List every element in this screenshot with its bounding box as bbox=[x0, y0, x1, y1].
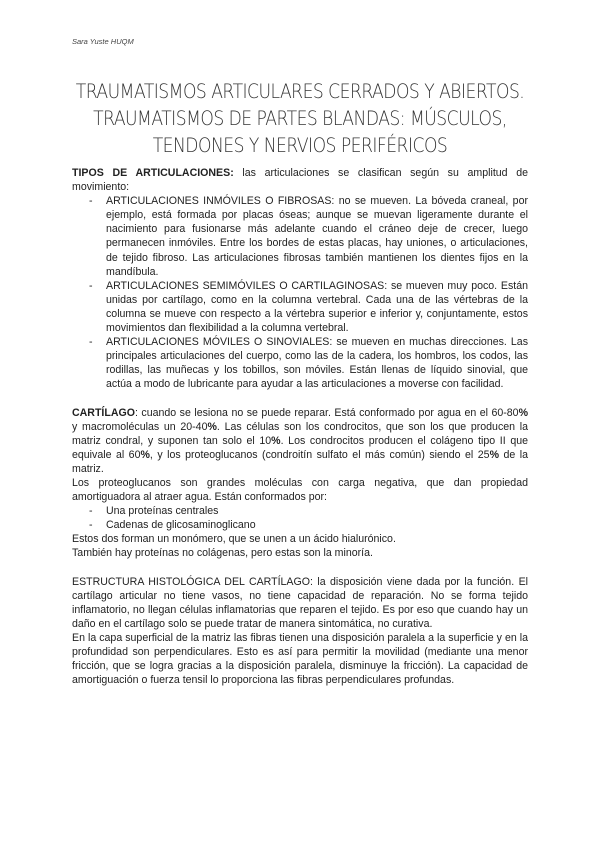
estructura-paragraph: ESTRUCTURA HISTOLÓGICA DEL CARTÍLAGO: la disposición viene dada por la función. El cartílago articular no tiene vasos, no tiene capacidad de reparación. No se forma tejido inflamatorio, no llegan células inflamatorias que reparen el tejido. Es por eso que cuando hay un daño en el cartílago solo se puede tratar de manera sintomática, no curativa. bbox=[72, 575, 528, 630]
list-item: - ARTICULACIONES SEMIMÓVILES O CARTILAGINOSAS: se mueven muy poco. Están unidas por cartílago, como en la columna vertebral. Cada una de las vértebras de la columna se mueve con respecto a la vértebra superior e inferior y, conjuntamente, estos movimientos dan flexibilidad a la columna vertebral. bbox=[72, 279, 528, 335]
tipos-list bbox=[72, 194, 528, 391]
list-item: - Una proteínas centrales bbox=[72, 504, 528, 518]
tipos-intro: las articulaciones se clasifican según su amplitud de movimiento: bbox=[72, 167, 529, 194]
cartilago-heading: CARTÍLAGO bbox=[72, 406, 135, 419]
document-title bbox=[71, 78, 529, 159]
list-item: - ARTICULACIONES INMÓVILES O FIBROSAS: no se mueven. La bóveda craneal, por ejemplo, está formada por placas óseas; aunque se muevan ligeramente durante el nacimiento para fusionarse más adelante cuando el cráneo deje de crecer, luego permanecen inmóviles. Entre los bordes de estas placas, hay uniones, o articulaciones, de tejido fibroso. Las articulaciones fibrosas también mantienen los dientes fijos en la mandíbula. bbox=[72, 194, 528, 279]
title-line-3: TENDONES Y NERVIOS PERIFÉRICOS bbox=[152, 134, 448, 157]
list-item: - Cadenas de glicosaminoglicano bbox=[72, 518, 528, 532]
author-header: Sara Yuste HUQM bbox=[72, 37, 134, 46]
monomero-paragraph: Estos dos forman un monómero, que se unen a un ácido hialurónico. bbox=[72, 533, 396, 546]
document-body bbox=[72, 166, 528, 687]
proteoglucanos-paragraph: Los proteoglucanos son grandes moléculas con carga negativa, que dan propiedad amortiguadora al atraer agua. Están conformados por: bbox=[72, 476, 528, 504]
cartilago-paragraph: CARTÍLAGO: cuando se lesiona no se puede reparar. Está conformado por agua en el 60-80% y macromoléculas un 20-40%. Las células son los condrocitos, que son los que producen la matriz condral, y suponen tan solo el 10%. Los condrocitos producen el colágeno tipo II que equivale al 60%, y los proteoglucanos (condroitín sulfato el más común) siendo el 25% de la matriz. bbox=[72, 406, 529, 475]
tipos-paragraph bbox=[72, 166, 528, 194]
proteoglucanos-list bbox=[72, 504, 528, 532]
title-line-2: TRAUMATISMOS DE PARTES BLANDAS: MÚSCULOS, bbox=[93, 107, 507, 130]
capa-superficial-paragraph: En la capa superficial de la matriz las fibras tienen una disposición paralela a la superficie y en la profundidad son perpendiculares. Esto es así para permitir la movilidad (mediante una menor fricción, que se logra gracias a la disposición paralela, disminuye la fricción). La capacidad de amortiguación o fuerza tensil lo proporciona las fibras perpendiculares profundas. bbox=[72, 631, 528, 687]
list-item: - ARTICULACIONES MÓVILES O SINOVIALES: se mueven en muchas direcciones. Las principales articulaciones del cuerpo, como las de la cadera, los hombros, los codos, las rodillas, las muñecas y los tobillos, son móviles. Están llenas de líquido sinovial, que actúa a modo de lubricante para ayudar a las articulaciones a moverse con facilidad. bbox=[72, 335, 528, 391]
proteinas-paragraph: También hay proteínas no colágenas, pero estas son la minoría. bbox=[72, 547, 373, 560]
title-line-1: TRAUMATISMOS ARTICULARES CERRADOS Y ABIERTOS. bbox=[75, 80, 525, 103]
tipos-heading: TIPOS DE ARTICULACIONES: bbox=[72, 167, 234, 179]
